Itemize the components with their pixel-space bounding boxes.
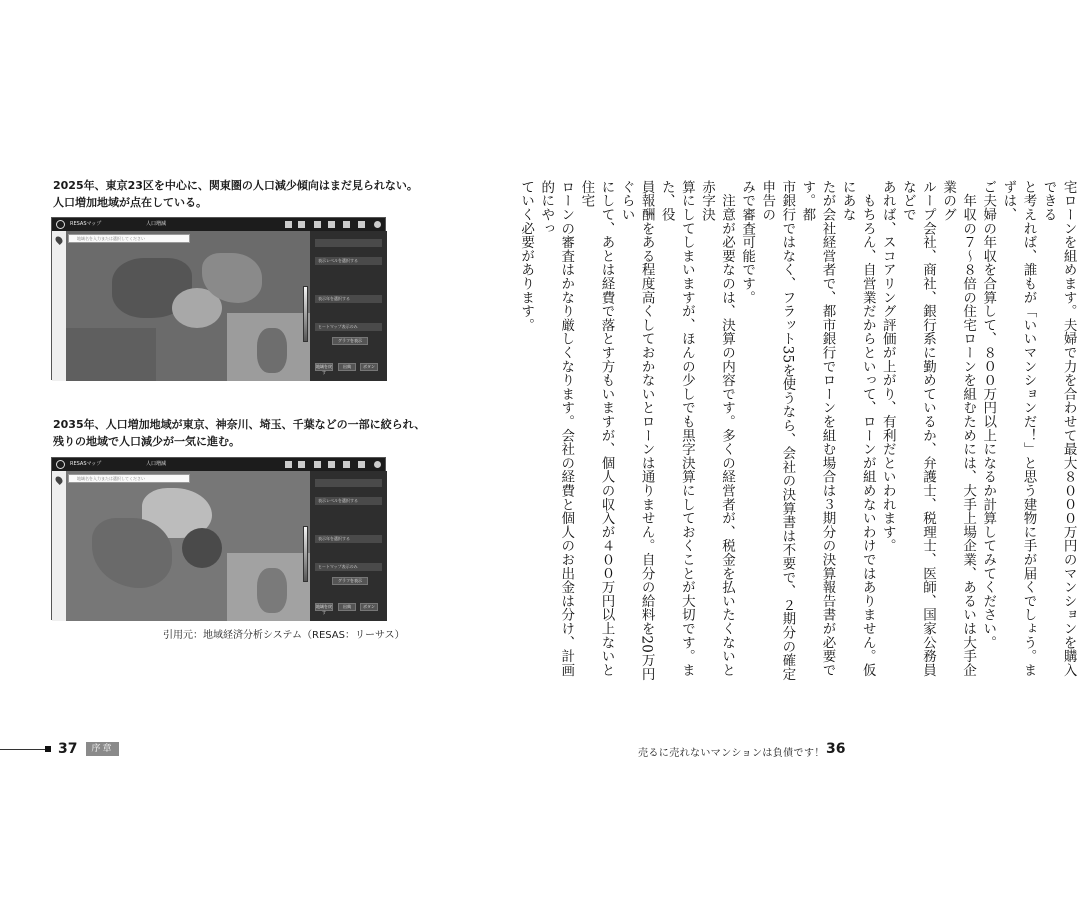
text-column: 市銀行ではなく、フラット35を使うなら、会社の決算書は不要で、２期分の確定申告の bbox=[759, 180, 796, 681]
text-column: ていく必要があります。 bbox=[518, 180, 535, 332]
panel-row[interactable] bbox=[315, 239, 382, 247]
panel-row[interactable]: 表示レベルを選択する bbox=[315, 497, 382, 505]
back-button[interactable]: 地域を戻す bbox=[316, 364, 332, 375]
caption-line: 2035年、人口増加地域が東京、神奈川、埼玉、千葉などの一部に絞られ、 bbox=[53, 418, 426, 431]
tool-icon[interactable] bbox=[343, 461, 350, 468]
back-button[interactable]: 地域を戻す bbox=[316, 604, 332, 615]
map-region bbox=[66, 328, 156, 381]
chart-icon[interactable] bbox=[328, 221, 335, 228]
footer-marker bbox=[45, 746, 51, 752]
extra-button[interactable]: ボタン bbox=[360, 363, 378, 371]
map-header bbox=[52, 458, 385, 471]
caption-line: 2025年、東京23区を中心に、関東圏の人口減少傾向はまだ見られない。 bbox=[53, 179, 418, 192]
caption-line: 残りの地域で人口減少が一気に進む。 bbox=[53, 435, 240, 448]
caption-line: 人口増加地域が点在している。 bbox=[53, 196, 207, 209]
extra-button[interactable]: ボタン bbox=[360, 603, 378, 611]
text-column: にして、あとは経費で落とす方もいますが、個人の収入が４００万円以上ないと住宅 bbox=[578, 180, 615, 677]
running-title: 売るに売れないマンションは負債です！ bbox=[638, 748, 825, 759]
page-number-left: 37 bbox=[58, 741, 78, 757]
figure-citation: 引用元：地域経済分析システム（RESAS：リーサス） bbox=[163, 630, 405, 641]
map-settings-panel bbox=[310, 231, 387, 381]
map-left-toolbar bbox=[52, 471, 66, 621]
text-column: 年収の７～８倍の住宅ローンを組むためには、大手上場企業、あるいは大手企業のグ bbox=[940, 180, 977, 677]
chart-icon[interactable] bbox=[328, 461, 335, 468]
location-pin-icon[interactable] bbox=[54, 475, 64, 485]
text-column: ループ会社、商社、銀行系に勤めているか、弁護士、税理士、医師、国家公務員などで bbox=[899, 180, 936, 677]
panel-row[interactable]: ヒートマップ表示のみ bbox=[315, 563, 382, 571]
text-column: 算にしてしまいますが、ほんの少しでも黒字決算にしておくことが大切です。また、役 bbox=[658, 180, 695, 677]
source-button[interactable]: 出典 bbox=[338, 363, 356, 371]
app-name: RESASマップ bbox=[70, 461, 102, 467]
show-graph-button[interactable]: グラフを表示 bbox=[332, 337, 368, 345]
text-column: 宅ローンを組めます。夫婦で力を合わせて最大８０００万円のマンションを購入できる bbox=[1040, 180, 1077, 677]
camera-icon[interactable] bbox=[285, 461, 292, 468]
map-peninsula bbox=[257, 568, 287, 613]
map-tab[interactable]: 人口増減 bbox=[146, 461, 167, 467]
panel-row[interactable]: 表示年を選択する bbox=[315, 535, 382, 543]
text-column: もちろん、自営業だからといって、ローンが組めないわけではありません。仮にあな bbox=[839, 180, 876, 677]
panel-row[interactable] bbox=[315, 479, 382, 487]
text-column: みで審査可能です。 bbox=[739, 180, 756, 305]
panel-row[interactable]: ヒートマップ表示のみ bbox=[315, 323, 382, 331]
text-column: 員報酬をある程度高くしておかないとローンは通りません。自分の給料を20万円ぐらい bbox=[618, 180, 655, 681]
figure-caption-2025 bbox=[53, 177, 418, 211]
text-column: 注意が必要なのは、決算の内容です。多くの経営者が、税金を払いたくないと赤字決 bbox=[698, 180, 736, 677]
resas-logo-icon bbox=[56, 460, 65, 469]
more-icon[interactable] bbox=[358, 461, 365, 468]
resas-logo-icon bbox=[56, 220, 65, 229]
map-header bbox=[52, 218, 385, 231]
map-legend-scale bbox=[303, 526, 308, 582]
map-settings-panel bbox=[310, 471, 387, 621]
text-column: あれば、スコアリング評価が上がり、有利だといわれます。 bbox=[879, 180, 896, 553]
text-column: と考えれば、誰もが「いいマンションだ！」と思う建物に手が届くでしょう。まずは、 bbox=[1000, 180, 1037, 677]
resas-map-2025 bbox=[51, 217, 386, 380]
region-search-input[interactable]: 地域名を入力または選択してください bbox=[68, 234, 190, 243]
grid-icon[interactable] bbox=[314, 221, 321, 228]
show-graph-button[interactable]: グラフを表示 bbox=[332, 577, 368, 585]
tool-icon[interactable] bbox=[343, 221, 350, 228]
chat-icon[interactable] bbox=[374, 461, 381, 468]
region-search-input[interactable]: 地域名を入力または選択してください bbox=[68, 474, 190, 483]
chapter-tag: 序章 bbox=[86, 742, 119, 756]
home-icon[interactable] bbox=[298, 221, 305, 228]
resas-map-2035 bbox=[51, 457, 386, 620]
map-region bbox=[182, 528, 222, 568]
map-peninsula bbox=[257, 328, 287, 373]
text-column: たが会社経営者で、都市銀行でローンを組む場合は３期分の決算報告書が必要です。都 bbox=[799, 180, 836, 677]
text-column: ローンの審査はかなり厳しくなります。会社の経費と個人のお出金は分け、計画的にやっ bbox=[538, 180, 575, 677]
map-left-toolbar bbox=[52, 231, 66, 381]
text-column: ご夫婦の年収を合算して、８００万円以上になるか計算してみてください。 bbox=[980, 180, 997, 650]
body-text-vertical bbox=[516, 180, 1079, 690]
grid-icon[interactable] bbox=[314, 461, 321, 468]
panel-row[interactable]: 表示レベルを選択する bbox=[315, 257, 382, 265]
footer-rule bbox=[0, 749, 45, 750]
app-name: RESASマップ bbox=[70, 221, 102, 227]
page-number-right: 36 bbox=[826, 741, 846, 757]
map-legend-scale bbox=[303, 286, 308, 342]
camera-icon[interactable] bbox=[285, 221, 292, 228]
home-icon[interactable] bbox=[298, 461, 305, 468]
source-button[interactable]: 出典 bbox=[338, 603, 356, 611]
location-pin-icon[interactable] bbox=[54, 235, 64, 245]
more-icon[interactable] bbox=[358, 221, 365, 228]
figure-caption-2035 bbox=[53, 416, 426, 450]
chat-icon[interactable] bbox=[374, 221, 381, 228]
panel-row[interactable]: 表示年を選択する bbox=[315, 295, 382, 303]
map-tab[interactable]: 人口増減 bbox=[146, 221, 167, 227]
